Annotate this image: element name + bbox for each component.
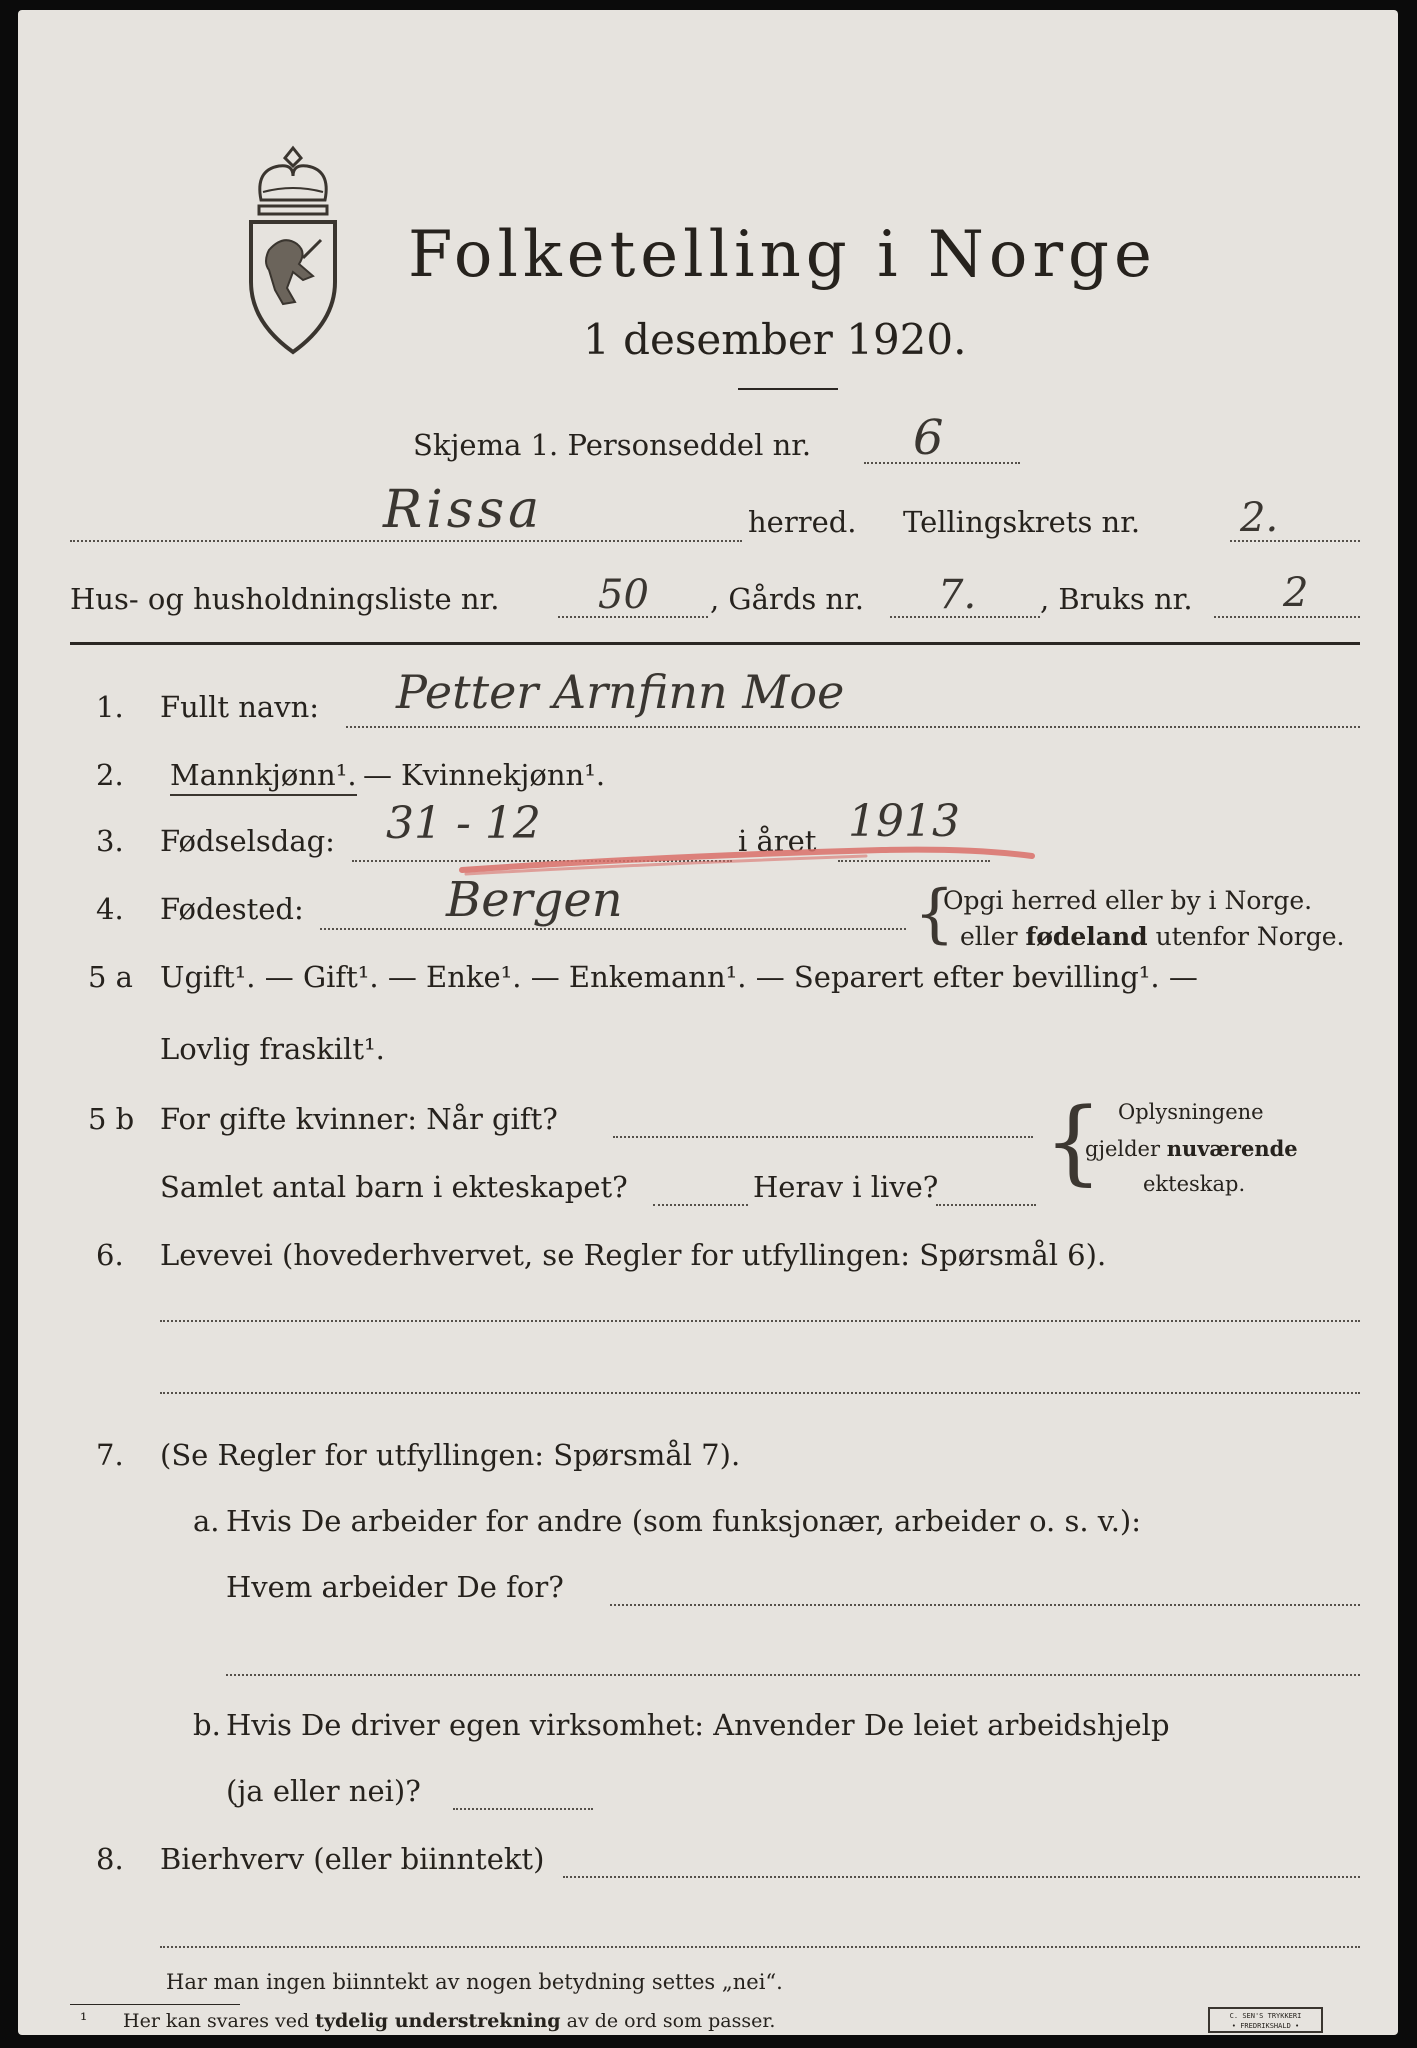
q8-label: Bierhverv (eller biinntekt) — [160, 1842, 545, 1876]
tellingskrets-label: Tellingskrets nr. — [903, 505, 1141, 539]
herred-line — [70, 540, 742, 542]
q5b-note-line3: ekteskap. — [1143, 1172, 1246, 1196]
q2-separator: — — [363, 758, 392, 792]
census-form — [18, 10, 1398, 2035]
q3-label: Fødselsdag: — [160, 824, 335, 858]
q4-label: Fødested: — [160, 892, 304, 926]
printer-stamp — [1208, 2007, 1323, 2033]
bruks-nr-line — [1214, 616, 1360, 618]
q6-label: Levevei (hovederhvervet, se Regler for utfyllingen: Spørsmål 6). — [160, 1238, 1107, 1272]
q7b-letter: b. — [193, 1708, 221, 1742]
q5b-children-label: Samlet antal barn i ekteskapet? — [160, 1170, 628, 1204]
q5a-line1: Ugift¹. — Gift¹. — Enke¹. — Enkemann¹. — Separert efter bevilling¹. — — [160, 960, 1198, 994]
married-when-line — [613, 1136, 1033, 1138]
census-date: 1 desember 1920. — [583, 315, 967, 364]
employer-line-1 — [610, 1604, 1360, 1606]
footnote-mark: ¹ — [80, 2010, 88, 2031]
personseddel-nr-value: 6 — [913, 410, 944, 466]
employer-line-2 — [226, 1674, 1360, 1676]
q8-number: 8. — [96, 1842, 124, 1876]
coat-of-arms-icon — [233, 140, 353, 360]
q4-number: 4. — [96, 892, 124, 926]
birthplace-line — [320, 928, 906, 930]
q7a-letter: a. — [193, 1504, 220, 1538]
q6-number: 6. — [96, 1238, 124, 1272]
q7-label: (Se Regler for utfyllingen: Spørsmål 7). — [160, 1438, 741, 1472]
q4-note-line2: eller fødeland utenfor Norge. — [960, 922, 1345, 951]
q3-year-label: i året — [738, 824, 817, 858]
birthyear-value: 1913 — [848, 796, 960, 847]
herred-value: Rissa — [383, 480, 544, 540]
q2-number: 2. — [96, 758, 124, 792]
q7b-line2: (ja eller nei)? — [226, 1774, 421, 1808]
birthplace-value: Bergen — [446, 872, 623, 928]
q7a-line2: Hvem arbeider De for? — [226, 1570, 564, 1604]
occupation-line-2 — [160, 1392, 1360, 1394]
q2-female-option: Kvinnekjønn¹. — [401, 758, 606, 792]
hus-label: Hus- og husholdningsliste nr. — [70, 582, 500, 616]
occupation-line-1 — [160, 1320, 1360, 1322]
q2-male-option: Mannkjønn¹. — [170, 758, 357, 796]
form-title: Folketelling i Norge — [408, 218, 1157, 292]
side-income-line-1 — [563, 1876, 1360, 1878]
header-rule — [70, 642, 1360, 645]
bruks-nr-value: 2 — [1283, 570, 1309, 616]
q4-note-line1: Opgi herred eller by i Norge. — [943, 886, 1313, 915]
bruks-label: , Bruks nr. — [1040, 582, 1193, 616]
hus-nr-value: 50 — [598, 572, 649, 618]
side-income-line-2 — [160, 1946, 1360, 1948]
full-name-line — [346, 726, 1360, 728]
q8-note: Har man ingen biinntekt av nogen betydning settes „nei“. — [166, 1970, 783, 1994]
full-name-value: Petter Arnfinn Moe — [396, 665, 845, 719]
tellingskrets-value: 2. — [1240, 495, 1279, 541]
title-divider — [738, 388, 838, 390]
q5b-line1: For gifte kvinner: Når gift? — [160, 1102, 558, 1136]
q1-number: 1. — [96, 690, 124, 724]
gards-label: , Gårds nr. — [710, 582, 864, 616]
q7b-line1: Hvis De driver egen virksomhet: Anvender De leiet arbeidshjelp — [226, 1708, 1170, 1742]
q5b-alive-label: Herav i live? — [753, 1170, 939, 1204]
q5b-number: 5 b — [88, 1102, 135, 1136]
footnote-rule — [70, 2004, 240, 2005]
schema-label: Skjema 1. Personseddel nr. — [413, 428, 812, 462]
q5a-line2: Lovlig fraskilt¹. — [160, 1032, 385, 1066]
children-alive-line — [936, 1204, 1036, 1206]
footnote-text: Her kan svares ved tydelig understrekning av de ord som passer. — [123, 2010, 776, 2032]
q5b-note-line2: gjelder nuværende — [1085, 1136, 1298, 1161]
hired-help-line — [453, 1808, 593, 1810]
q4-brace: { — [914, 877, 955, 951]
printer-stamp-line2: • FREDRIKSHALD • — [1231, 2022, 1300, 2030]
printer-stamp-line1: C. SEN'S TRYKKERI — [1229, 2012, 1302, 2020]
herred-label: herred. — [748, 505, 857, 539]
q7a-line1: Hvis De arbeider for andre (som funksjonær, arbeider o. s. v.): — [226, 1504, 1142, 1538]
q1-label: Fullt navn: — [160, 690, 320, 724]
q3-number: 3. — [96, 824, 124, 858]
birthdate-value: 31 - 12 — [386, 798, 541, 849]
q7-number: 7. — [96, 1438, 124, 1472]
q5a-number: 5 a — [88, 960, 133, 994]
q5b-brace: { — [1044, 1088, 1103, 1195]
gards-nr-value: 7. — [938, 572, 977, 618]
children-count-line — [653, 1204, 748, 1206]
q5b-note-line1: Oplysningene — [1118, 1100, 1264, 1124]
